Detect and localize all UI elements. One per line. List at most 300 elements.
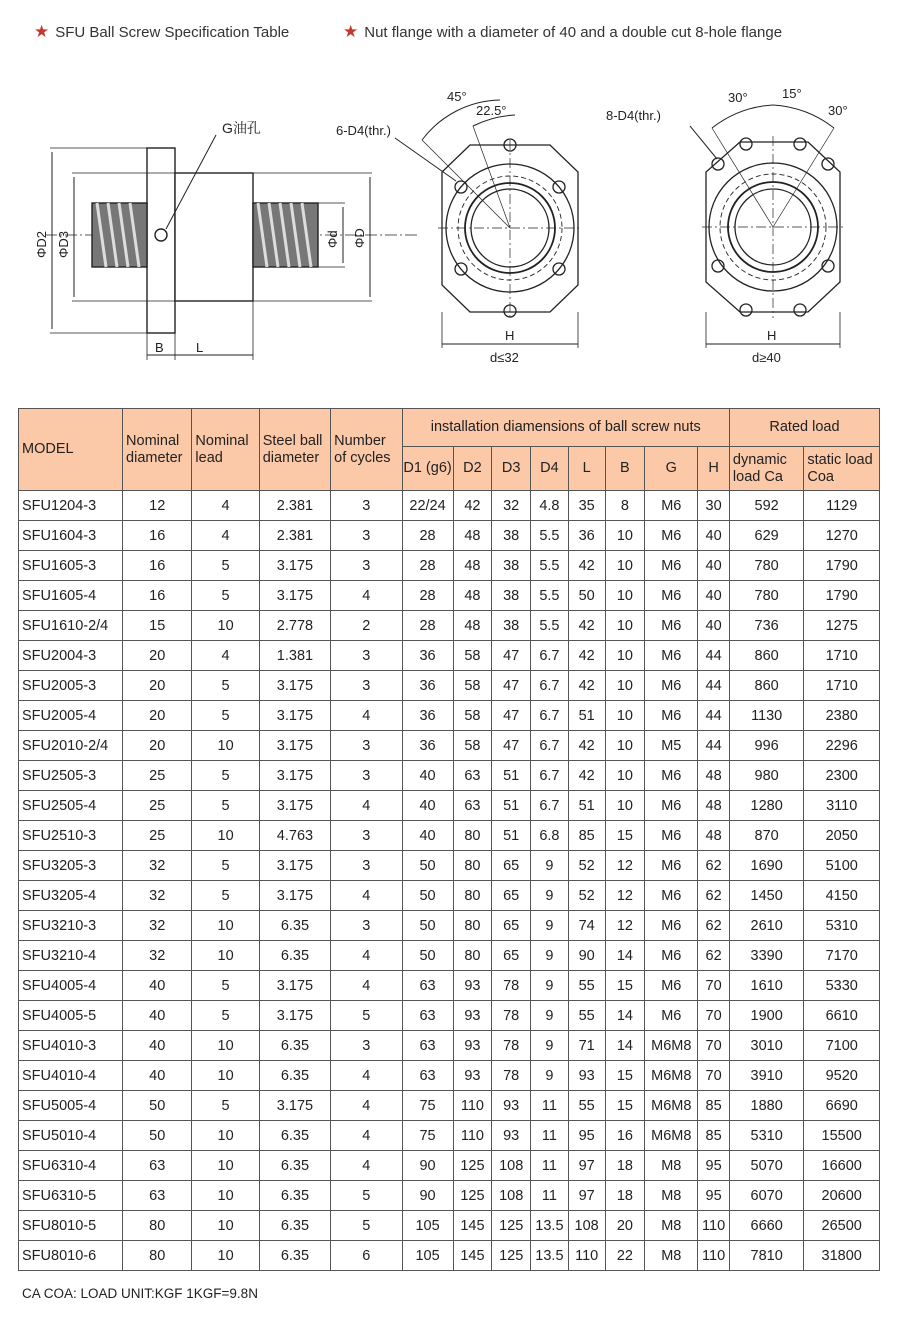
table-cell: 40 bbox=[123, 1061, 192, 1091]
table-cell: 4 bbox=[331, 791, 402, 821]
table-cell: 10 bbox=[605, 791, 645, 821]
table-cell: M6 bbox=[645, 821, 698, 851]
table-cell: 63 bbox=[453, 761, 492, 791]
table-cell: 95 bbox=[568, 1121, 605, 1151]
model-cell: SFU3210-3 bbox=[19, 911, 123, 941]
table-row bbox=[19, 1211, 880, 1241]
table-cell: 6.35 bbox=[259, 1121, 330, 1151]
table-cell: 15 bbox=[605, 1061, 645, 1091]
table-cell: 9520 bbox=[804, 1061, 880, 1091]
table-cell: 6.35 bbox=[259, 1181, 330, 1211]
table-cell: 3010 bbox=[729, 1031, 803, 1061]
table-cell: 93 bbox=[453, 971, 492, 1001]
label-angle-15: 15° bbox=[782, 86, 802, 101]
table-cell: 11 bbox=[531, 1121, 569, 1151]
table-cell: 10 bbox=[192, 731, 259, 761]
table-cell: 860 bbox=[729, 641, 803, 671]
table-cell: 48 bbox=[698, 761, 730, 791]
table-cell: 5 bbox=[192, 1001, 259, 1031]
table-cell: 28 bbox=[402, 551, 453, 581]
table-cell: 3.175 bbox=[259, 701, 330, 731]
table-cell: 4150 bbox=[804, 881, 880, 911]
table-cell: 28 bbox=[402, 521, 453, 551]
table-cell: 38 bbox=[492, 611, 531, 641]
table-cell: 80 bbox=[123, 1211, 192, 1241]
table-cell: 6690 bbox=[804, 1091, 880, 1121]
table-cell: 4 bbox=[331, 1061, 402, 1091]
table-cell: 5070 bbox=[729, 1151, 803, 1181]
label-cond-large: d≥40 bbox=[752, 350, 781, 365]
table-cell: 16 bbox=[123, 551, 192, 581]
table-cell: 7100 bbox=[804, 1031, 880, 1061]
table-cell: 108 bbox=[492, 1181, 531, 1211]
table-cell: 780 bbox=[729, 581, 803, 611]
table-cell: 10 bbox=[192, 1151, 259, 1181]
table-cell: 55 bbox=[568, 1001, 605, 1031]
table-cell: 10 bbox=[605, 761, 645, 791]
table-cell: M6 bbox=[645, 881, 698, 911]
table-cell: 4 bbox=[331, 1151, 402, 1181]
table-cell: 125 bbox=[453, 1151, 492, 1181]
table-cell: 20600 bbox=[804, 1181, 880, 1211]
flange-view-small bbox=[395, 100, 582, 348]
table-cell: 15500 bbox=[804, 1121, 880, 1151]
label-L: L bbox=[196, 340, 204, 355]
table-cell: 145 bbox=[453, 1241, 492, 1271]
table-cell: 78 bbox=[492, 1001, 531, 1031]
table-cell: 75 bbox=[402, 1091, 453, 1121]
table-cell: 93 bbox=[492, 1121, 531, 1151]
table-cell: 65 bbox=[492, 911, 531, 941]
table-cell: 90 bbox=[402, 1181, 453, 1211]
model-cell: SFU6310-4 bbox=[19, 1151, 123, 1181]
table-cell: 5.5 bbox=[531, 521, 569, 551]
header-model: MODEL bbox=[19, 409, 123, 491]
header-h: H bbox=[698, 447, 730, 491]
table-cell: 3 bbox=[331, 851, 402, 881]
table-cell: 40 bbox=[402, 761, 453, 791]
table-cell: 63 bbox=[453, 791, 492, 821]
table-cell: 51 bbox=[492, 761, 531, 791]
model-cell: SFU2005-3 bbox=[19, 671, 123, 701]
table-cell: 10 bbox=[605, 521, 645, 551]
table-cell: 10 bbox=[192, 1181, 259, 1211]
table-cell: 1129 bbox=[804, 491, 880, 521]
table-cell: 80 bbox=[453, 851, 492, 881]
table-cell: 6.35 bbox=[259, 1211, 330, 1241]
table-cell: 6070 bbox=[729, 1181, 803, 1211]
table-cell: 1690 bbox=[729, 851, 803, 881]
table-cell: 32 bbox=[492, 491, 531, 521]
table-cell: 9 bbox=[531, 971, 569, 1001]
table-cell: 3 bbox=[331, 641, 402, 671]
table-cell: 6.7 bbox=[531, 641, 569, 671]
label-angle-30b: 30° bbox=[828, 103, 848, 118]
table-cell: 5 bbox=[192, 701, 259, 731]
table-cell: 13.5 bbox=[531, 1241, 569, 1271]
table-cell: 95 bbox=[698, 1151, 730, 1181]
table-row bbox=[19, 731, 880, 761]
table-cell: 42 bbox=[568, 731, 605, 761]
label-angle-30a: 30° bbox=[728, 90, 748, 105]
table-cell: 5 bbox=[192, 881, 259, 911]
table-cell: 592 bbox=[729, 491, 803, 521]
table-cell: 10 bbox=[192, 941, 259, 971]
table-cell: 9 bbox=[531, 1061, 569, 1091]
table-cell: 9 bbox=[531, 1031, 569, 1061]
table-cell: 70 bbox=[698, 1001, 730, 1031]
table-cell: 5330 bbox=[804, 971, 880, 1001]
table-cell: 80 bbox=[453, 881, 492, 911]
table-cell: 6.7 bbox=[531, 791, 569, 821]
table-cell: 3.175 bbox=[259, 851, 330, 881]
table-cell: 47 bbox=[492, 701, 531, 731]
table-cell: 110 bbox=[453, 1091, 492, 1121]
table-cell: 20 bbox=[605, 1211, 645, 1241]
table-cell: 2300 bbox=[804, 761, 880, 791]
table-cell: 5310 bbox=[729, 1121, 803, 1151]
table-cell: 40 bbox=[123, 1031, 192, 1061]
header-d1: D1 (g6) bbox=[402, 447, 453, 491]
table-cell: 51 bbox=[568, 791, 605, 821]
table-cell: 110 bbox=[698, 1211, 730, 1241]
table-cell: 51 bbox=[492, 821, 531, 851]
table-cell: 50 bbox=[123, 1121, 192, 1151]
table-cell: 80 bbox=[453, 941, 492, 971]
model-cell: SFU2010-2/4 bbox=[19, 731, 123, 761]
table-cell: 3 bbox=[331, 821, 402, 851]
table-cell: 32 bbox=[123, 881, 192, 911]
footnote: CA COA: LOAD UNIT:KGF 1KGF=9.8N bbox=[22, 1286, 258, 1301]
table-cell: 2.381 bbox=[259, 491, 330, 521]
model-cell: SFU2510-3 bbox=[19, 821, 123, 851]
table-cell: 44 bbox=[698, 671, 730, 701]
table-cell: 14 bbox=[605, 1031, 645, 1061]
header-d4: D4 bbox=[531, 447, 569, 491]
table-cell: 14 bbox=[605, 1001, 645, 1031]
table-cell: 4 bbox=[331, 941, 402, 971]
table-cell: 10 bbox=[192, 611, 259, 641]
table-cell: 6.35 bbox=[259, 941, 330, 971]
label-oil-hole: G油孔 bbox=[222, 120, 261, 136]
table-cell: 50 bbox=[402, 911, 453, 941]
table-cell: 80 bbox=[453, 911, 492, 941]
model-cell: SFU2505-3 bbox=[19, 761, 123, 791]
model-cell: SFU2505-4 bbox=[19, 791, 123, 821]
table-cell: 55 bbox=[568, 971, 605, 1001]
table-cell: 20 bbox=[123, 701, 192, 731]
model-cell: SFU6310-5 bbox=[19, 1181, 123, 1211]
table-cell: 3 bbox=[331, 521, 402, 551]
table-row bbox=[19, 521, 880, 551]
table-cell: 40 bbox=[123, 971, 192, 1001]
table-cell: M6 bbox=[645, 1001, 698, 1031]
table-cell: 63 bbox=[123, 1151, 192, 1181]
flange-view-large bbox=[690, 105, 844, 348]
table-cell: 63 bbox=[123, 1181, 192, 1211]
table-cell: 110 bbox=[698, 1241, 730, 1271]
table-cell: 11 bbox=[531, 1151, 569, 1181]
table-cell: 40 bbox=[698, 551, 730, 581]
table-cell: 10 bbox=[605, 581, 645, 611]
table-cell: 11 bbox=[531, 1091, 569, 1121]
table-cell: 3.175 bbox=[259, 551, 330, 581]
header-g: G bbox=[645, 447, 698, 491]
table-cell: 93 bbox=[492, 1091, 531, 1121]
table-cell: 9 bbox=[531, 941, 569, 971]
table-cell: 125 bbox=[453, 1181, 492, 1211]
table-cell: 36 bbox=[402, 731, 453, 761]
star-icon: ★ bbox=[343, 22, 359, 41]
table-row bbox=[19, 791, 880, 821]
table-cell: 5.5 bbox=[531, 551, 569, 581]
label-holes-8: 8-D4(thr.) bbox=[606, 108, 661, 123]
table-cell: 2 bbox=[331, 611, 402, 641]
table-cell: 47 bbox=[492, 641, 531, 671]
table-cell: 44 bbox=[698, 731, 730, 761]
table-cell: 26500 bbox=[804, 1211, 880, 1241]
table-cell: 48 bbox=[453, 551, 492, 581]
table-cell: 125 bbox=[492, 1211, 531, 1241]
table-row bbox=[19, 701, 880, 731]
table-row bbox=[19, 821, 880, 851]
table-cell: 38 bbox=[492, 581, 531, 611]
table-cell: 40 bbox=[402, 791, 453, 821]
model-cell: SFU3205-3 bbox=[19, 851, 123, 881]
table-cell: 2.778 bbox=[259, 611, 330, 641]
table-cell: 1270 bbox=[804, 521, 880, 551]
table-cell: 16 bbox=[605, 1121, 645, 1151]
table-cell: 125 bbox=[492, 1241, 531, 1271]
table-cell: 65 bbox=[492, 851, 531, 881]
table-cell: 48 bbox=[698, 821, 730, 851]
table-cell: 70 bbox=[698, 971, 730, 1001]
table-cell: 996 bbox=[729, 731, 803, 761]
table-cell: 44 bbox=[698, 641, 730, 671]
screw-thread-left bbox=[92, 203, 147, 267]
table-row bbox=[19, 611, 880, 641]
table-cell: 80 bbox=[123, 1241, 192, 1271]
table-cell: 14 bbox=[605, 941, 645, 971]
label-H1: H bbox=[505, 328, 515, 343]
model-cell: SFU8010-6 bbox=[19, 1241, 123, 1271]
table-cell: 15 bbox=[123, 611, 192, 641]
table-cell: 16 bbox=[123, 581, 192, 611]
table-cell: 65 bbox=[492, 941, 531, 971]
table-cell: 52 bbox=[568, 851, 605, 881]
table-cell: 55 bbox=[568, 1091, 605, 1121]
table-cell: 10 bbox=[192, 1121, 259, 1151]
table-cell: 108 bbox=[492, 1151, 531, 1181]
table-cell: 25 bbox=[123, 821, 192, 851]
table-cell: M6M8 bbox=[645, 1031, 698, 1061]
table-cell: 40 bbox=[123, 1001, 192, 1031]
table-cell: 110 bbox=[568, 1241, 605, 1271]
table-cell: 22 bbox=[605, 1241, 645, 1271]
table-cell: 1130 bbox=[729, 701, 803, 731]
table-row bbox=[19, 1061, 880, 1091]
spec-table bbox=[18, 408, 880, 1271]
table-cell: 3.175 bbox=[259, 1001, 330, 1031]
table-cell: 6.35 bbox=[259, 1151, 330, 1181]
table-row bbox=[19, 641, 880, 671]
table-cell: 3 bbox=[331, 731, 402, 761]
table-cell: 5 bbox=[192, 971, 259, 1001]
table-cell: 11 bbox=[531, 1181, 569, 1211]
table-cell: 1450 bbox=[729, 881, 803, 911]
model-cell: SFU5010-4 bbox=[19, 1121, 123, 1151]
model-cell: SFU3210-4 bbox=[19, 941, 123, 971]
table-cell: 3390 bbox=[729, 941, 803, 971]
table-cell: 16 bbox=[123, 521, 192, 551]
table-cell: 38 bbox=[492, 551, 531, 581]
table-cell: 10 bbox=[605, 611, 645, 641]
table-cell: 35 bbox=[568, 491, 605, 521]
table-cell: 95 bbox=[698, 1181, 730, 1211]
table-cell: 36 bbox=[568, 521, 605, 551]
model-cell: SFU1605-3 bbox=[19, 551, 123, 581]
table-cell: 97 bbox=[568, 1181, 605, 1211]
table-row bbox=[19, 1181, 880, 1211]
table-cell: 28 bbox=[402, 611, 453, 641]
table-cell: M6 bbox=[645, 971, 698, 1001]
table-body bbox=[19, 491, 880, 1271]
table-cell: 145 bbox=[453, 1211, 492, 1241]
table-cell: 93 bbox=[453, 1031, 492, 1061]
table-cell: 48 bbox=[453, 521, 492, 551]
table-cell: 3 bbox=[331, 1031, 402, 1061]
table-cell: 10 bbox=[192, 1031, 259, 1061]
table-cell: 47 bbox=[492, 671, 531, 701]
table-cell: 5.5 bbox=[531, 611, 569, 641]
table-cell: 20 bbox=[123, 641, 192, 671]
table-row bbox=[19, 581, 880, 611]
label-d: Φd bbox=[325, 230, 340, 248]
table-cell: 85 bbox=[698, 1121, 730, 1151]
label-angle-45: 45° bbox=[447, 89, 467, 104]
table-cell: 36 bbox=[402, 671, 453, 701]
model-cell: SFU1204-3 bbox=[19, 491, 123, 521]
model-cell: SFU4005-4 bbox=[19, 971, 123, 1001]
table-row bbox=[19, 941, 880, 971]
table-cell: M6 bbox=[645, 851, 698, 881]
table-cell: 42 bbox=[568, 611, 605, 641]
table-cell: 5 bbox=[331, 1211, 402, 1241]
table-cell: 25 bbox=[123, 761, 192, 791]
table-cell: 52 bbox=[568, 881, 605, 911]
table-cell: 6.35 bbox=[259, 1241, 330, 1271]
table-cell: 3.175 bbox=[259, 581, 330, 611]
table-cell: 13.5 bbox=[531, 1211, 569, 1241]
table-cell: 85 bbox=[568, 821, 605, 851]
table-cell: 6.7 bbox=[531, 731, 569, 761]
table-cell: 93 bbox=[568, 1061, 605, 1091]
table-cell: 1.381 bbox=[259, 641, 330, 671]
table-cell: M6 bbox=[645, 551, 698, 581]
table-cell: 1280 bbox=[729, 791, 803, 821]
table-cell: 4 bbox=[192, 641, 259, 671]
table-cell: M8 bbox=[645, 1151, 698, 1181]
header-nominal-lead: Nominal lead bbox=[192, 409, 259, 491]
table-cell: 75 bbox=[402, 1121, 453, 1151]
table-cell: 2380 bbox=[804, 701, 880, 731]
table-cell: 4 bbox=[331, 581, 402, 611]
table-cell: 1880 bbox=[729, 1091, 803, 1121]
table-cell: 980 bbox=[729, 761, 803, 791]
table-cell: 42 bbox=[453, 491, 492, 521]
table-cell: 78 bbox=[492, 1031, 531, 1061]
table-cell: 15 bbox=[605, 971, 645, 1001]
table-cell: 93 bbox=[453, 1061, 492, 1091]
table-cell: 51 bbox=[568, 701, 605, 731]
table-cell: 4 bbox=[331, 1121, 402, 1151]
table-cell: 22/24 bbox=[402, 491, 453, 521]
table-cell: M6 bbox=[645, 581, 698, 611]
table-cell: M6 bbox=[645, 521, 698, 551]
table-cell: M6 bbox=[645, 911, 698, 941]
table-row bbox=[19, 911, 880, 941]
table-cell: 3.175 bbox=[259, 971, 330, 1001]
table-cell: 629 bbox=[729, 521, 803, 551]
table-cell: 3 bbox=[331, 761, 402, 791]
table-cell: 40 bbox=[698, 581, 730, 611]
table-cell: 8 bbox=[605, 491, 645, 521]
model-cell: SFU5005-4 bbox=[19, 1091, 123, 1121]
table-cell: 15 bbox=[605, 1091, 645, 1121]
table-cell: 6 bbox=[331, 1241, 402, 1271]
table-row bbox=[19, 551, 880, 581]
table-cell: 3.175 bbox=[259, 671, 330, 701]
table-cell: 30 bbox=[698, 491, 730, 521]
table-cell: M6 bbox=[645, 641, 698, 671]
table-cell: 32 bbox=[123, 941, 192, 971]
header-l: L bbox=[568, 447, 605, 491]
table-cell: 38 bbox=[492, 521, 531, 551]
table-cell: 48 bbox=[453, 611, 492, 641]
table-cell: 10 bbox=[192, 1211, 259, 1241]
table-cell: 50 bbox=[402, 851, 453, 881]
table-cell: 58 bbox=[453, 701, 492, 731]
table-cell: M6M8 bbox=[645, 1091, 698, 1121]
table-cell: 50 bbox=[402, 941, 453, 971]
table-cell: 78 bbox=[492, 971, 531, 1001]
table-cell: M6 bbox=[645, 791, 698, 821]
table-cell: 780 bbox=[729, 551, 803, 581]
table-cell: 10 bbox=[605, 551, 645, 581]
table-row bbox=[19, 1151, 880, 1181]
table-cell: 4 bbox=[192, 521, 259, 551]
table-cell: M8 bbox=[645, 1211, 698, 1241]
table-cell: 18 bbox=[605, 1181, 645, 1211]
table-cell: 4 bbox=[331, 881, 402, 911]
table-cell: 10 bbox=[605, 701, 645, 731]
label-D: ΦD bbox=[352, 228, 367, 248]
table-cell: 4.763 bbox=[259, 821, 330, 851]
table-cell: 6.8 bbox=[531, 821, 569, 851]
header-installation: installation diamensions of ball screw nuts bbox=[402, 409, 729, 447]
table-cell: M8 bbox=[645, 1181, 698, 1211]
table-cell: 4 bbox=[331, 1091, 402, 1121]
table-row bbox=[19, 971, 880, 1001]
table-cell: 3 bbox=[331, 491, 402, 521]
table-cell: 110 bbox=[453, 1121, 492, 1151]
table-cell: 58 bbox=[453, 731, 492, 761]
table-cell: 42 bbox=[568, 671, 605, 701]
table-cell: 20 bbox=[123, 731, 192, 761]
table-cell: 4.8 bbox=[531, 491, 569, 521]
table-cell: 3.175 bbox=[259, 731, 330, 761]
table-cell: M6M8 bbox=[645, 1121, 698, 1151]
